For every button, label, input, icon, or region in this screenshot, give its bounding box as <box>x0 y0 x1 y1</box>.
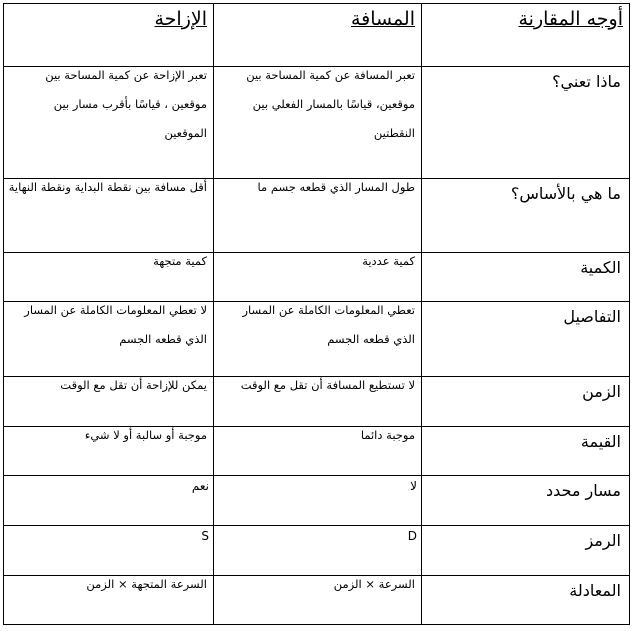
row-label-quantity: الكمية <box>580 258 621 277</box>
table-row <box>4 253 630 302</box>
distance-value: موجبة دائما <box>360 428 415 442</box>
row-label-specific-path: مسار محدد <box>546 481 621 500</box>
row-label-meaning: ماذا تعني؟ <box>552 72 621 91</box>
row-label-equation: المعادلة <box>569 581 621 600</box>
displacement-specific-path: نعم <box>191 479 209 493</box>
header-row <box>4 4 630 67</box>
displacement-meaning: تعبر الإزاحة عن كمية المساحة بين موقعين ، قياسًا بأقرب مسار بين الموقعين <box>45 68 207 140</box>
table-row <box>4 377 630 427</box>
distance-basis: طول المسار الذي قطعه جسم ما <box>257 180 415 194</box>
displacement-symbol: S <box>201 529 209 543</box>
distance-quantity: كمية عددية <box>362 254 415 268</box>
displacement-basis: أقل مسافة بين نقطة البداية ونقطة النهاية <box>8 180 207 194</box>
distance-specific-path: لا <box>410 479 417 493</box>
table-row <box>4 67 630 179</box>
distance-meaning: تعبر المسافة عن كمية المساحة بين موقعين، قياسًا بالمسار الفعلي بين النقطتين <box>246 68 415 140</box>
table-row <box>4 526 630 576</box>
header-distance: المسافة <box>350 8 415 30</box>
header-displacement-cell <box>4 4 214 67</box>
displacement-quantity: كمية متجهة <box>153 254 207 268</box>
row-label-symbol: الرمز <box>585 531 621 550</box>
header-aspect: أوجه المقارنة <box>518 8 623 30</box>
table-row <box>4 179 630 253</box>
header-displacement: الإزاحة <box>154 8 207 30</box>
header-aspect-cell <box>422 4 630 67</box>
distance-details: تعطي المعلومات الكاملة عن المسار الذي قطعه الجسم <box>242 303 415 346</box>
table-row <box>4 476 630 526</box>
displacement-equation: السرعة المتجهة × الزمن <box>86 577 207 591</box>
displacement-time: يمكن للإزاحة أن تقل مع الوقت <box>60 378 207 392</box>
distance-time: لا تستطيع المسافة أن تقل مع الوقت <box>240 378 415 392</box>
table-row <box>4 302 630 377</box>
row-label-details: التفاصيل <box>563 307 621 326</box>
row-label-time: الزمن <box>582 382 621 401</box>
distance-equation: السرعة × الزمن <box>333 577 415 591</box>
table-row <box>4 576 630 625</box>
row-label-basis: ما هي بالأساس؟ <box>510 184 621 203</box>
displacement-details: لا تعطي المعلومات الكاملة عن المسار الذي قطعه الجسم <box>24 303 207 346</box>
row-label-value: القيمة <box>580 432 621 451</box>
comparison-table <box>3 3 630 625</box>
header-distance-cell <box>214 4 422 67</box>
distance-symbol: D <box>407 529 417 543</box>
displacement-value: موجبة أو سالبة أو لا شيء <box>84 428 207 442</box>
table-row <box>4 427 630 476</box>
